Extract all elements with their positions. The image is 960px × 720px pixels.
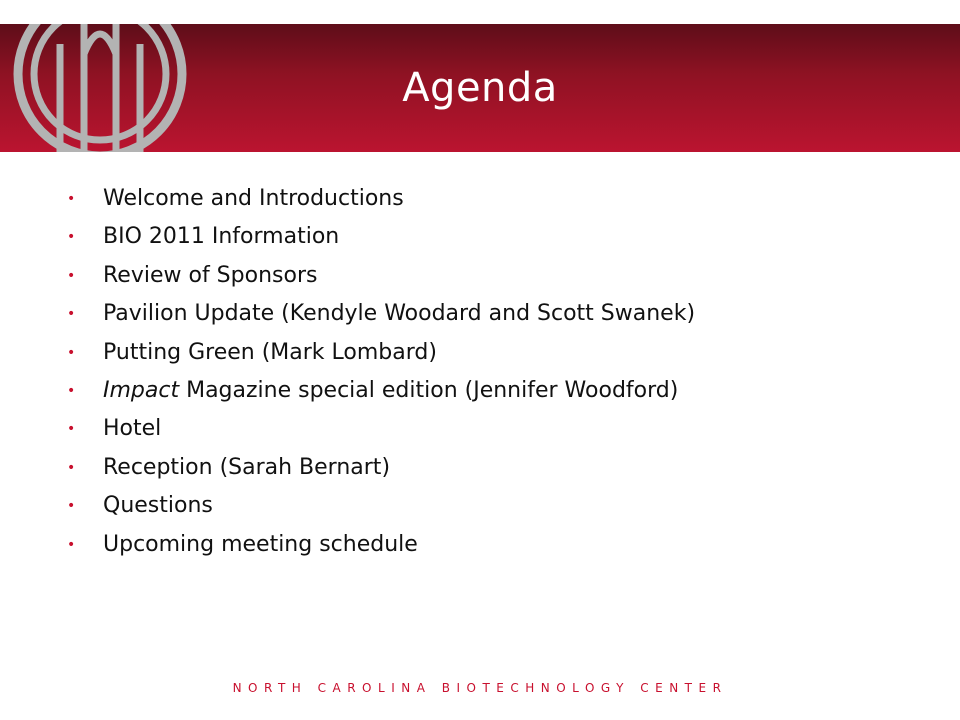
bullet-icon: • — [67, 191, 76, 207]
agenda-item — [0, 372, 695, 410]
agenda-item — [0, 180, 695, 218]
agenda-item — [0, 218, 695, 256]
bullet-icon: • — [67, 536, 76, 553]
agenda-item-text: Review of Sponsors — [103, 262, 318, 288]
agenda-item — [0, 449, 695, 487]
agenda-item-text: Pavilion Update (Kendyle Woodard and Scott Swanek) — [103, 301, 696, 327]
bullet-icon: • — [67, 306, 76, 323]
agenda-item-text: Questions — [103, 493, 213, 519]
agenda-item-text: BIO 2011 Information — [103, 224, 340, 250]
agenda-item-text: Upcoming meeting schedule — [103, 531, 418, 557]
magazine-title: Impact — [103, 377, 180, 403]
agenda-item-text: Putting Green (Mark Lombard) — [103, 339, 437, 365]
agenda-item — [0, 334, 695, 372]
agenda-item — [0, 295, 695, 333]
slide-title: Agenda — [402, 65, 558, 111]
agenda-item — [0, 487, 695, 525]
agenda-item — [0, 257, 695, 295]
organization-footer: NORTH CAROLINA BIOTECHNOLOGY CENTER — [232, 681, 728, 695]
bullet-icon: • — [67, 498, 76, 515]
bullet-icon: • — [67, 229, 76, 246]
agenda-item — [0, 526, 695, 564]
agenda-item-text: Reception (Sarah Bernart) — [103, 454, 391, 480]
agenda-item — [0, 410, 695, 448]
bullet-icon: • — [67, 344, 76, 361]
bullet-icon: • — [67, 267, 76, 284]
bullet-icon: • — [67, 382, 76, 399]
agenda-item-text: Hotel — [103, 416, 162, 442]
bullet-icon: • — [67, 421, 76, 438]
agenda-list — [0, 180, 695, 564]
agenda-item-text: Welcome and Introductions — [103, 186, 404, 211]
bullet-icon: • — [67, 459, 76, 476]
agenda-item-text: Magazine special edition (Jennifer Woodford) — [179, 377, 679, 403]
